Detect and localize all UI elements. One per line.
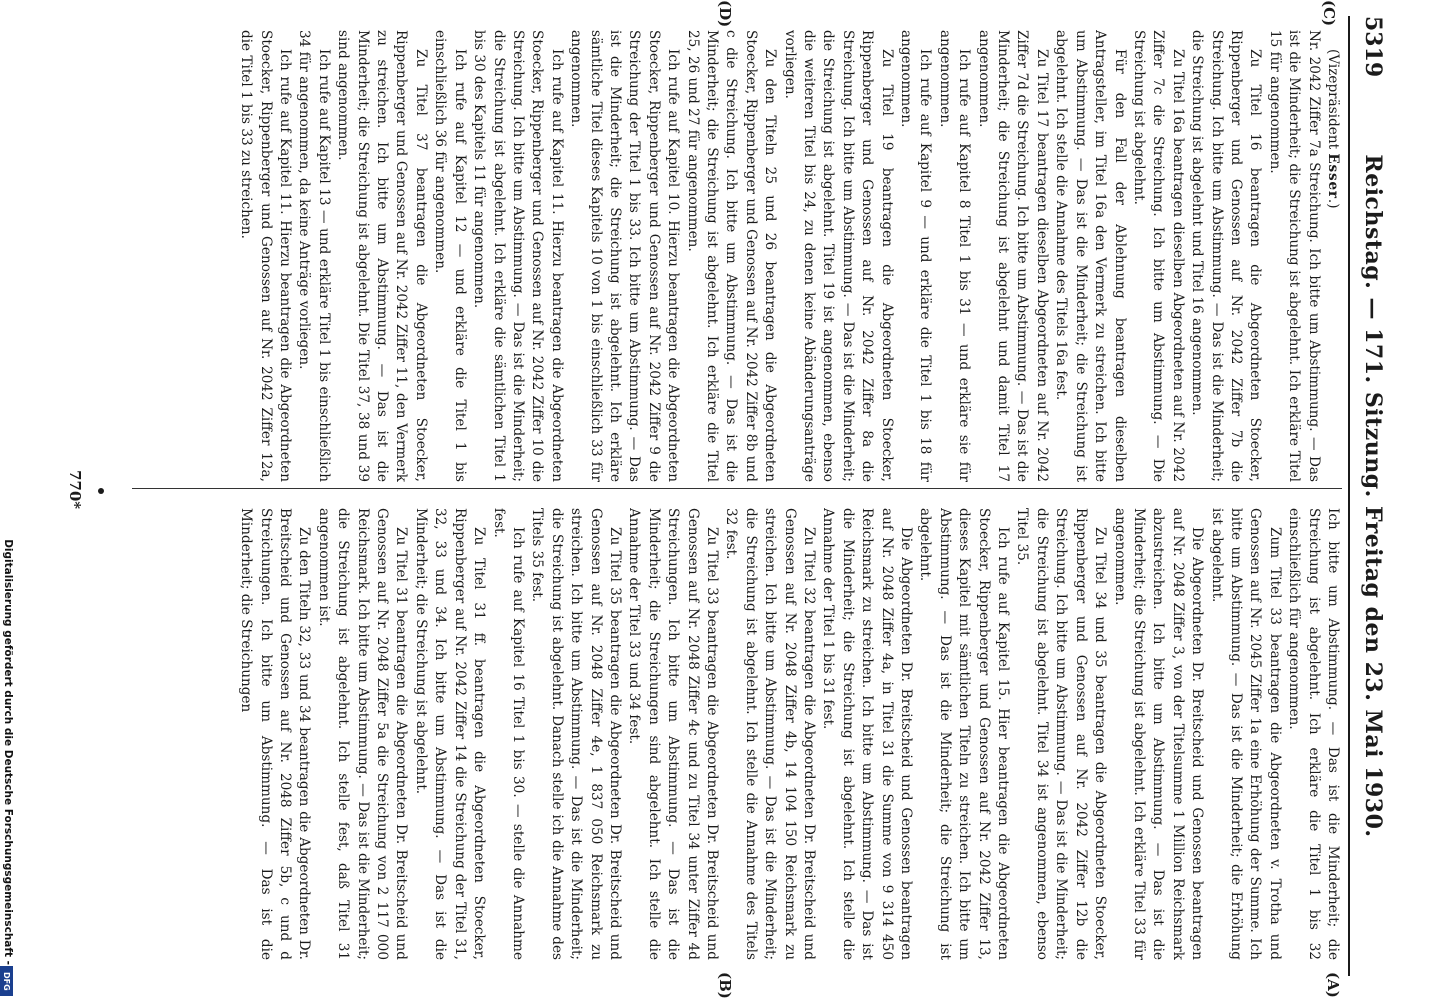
header-rule (1348, 16, 1350, 976)
margin-marker-d: (D) (716, 0, 734, 28)
paragraph: Zu Titel 33 beantragen die Abgeordneten Dr. Breitscheid und Genossen auf Nr. 2048 Ziffer 4c und zu Titel 34 unter Ziffer 4d Streichungen. Ich bitte um Abstimmung. — Das ist die Minderheit; die Streichungen sind abgelehnt. Ich stelle die Annahme der Titel 33 und 34 fest. (626, 508, 720, 960)
column-divider (132, 488, 1342, 489)
paragraph: Ich rufe auf Kapitel 11. Hierzu beantragen die Abgeordneten Stoecker, Rippenberger und Genossen auf Nr. 2042 Ziffer 10 die Streichung. Ich bitte um Abstimmung. — Das ist die Minderheit; die Streichung ist abgelehnt. Ich erkläre die sämtlichen Titel 1 bis 30 des Kapitels 11 für angenommen. (471, 30, 565, 482)
paragraph: Ich rufe auf Kapitel 11. Hierzu beantragen die Abgeordneten Stoecker, Rippenberger und Genossen auf Nr. 2042 Ziffer 12a, die Titel 1 bis 33 zu streichen. (238, 30, 294, 482)
paragraph: Zu Titel 32 beantragen die Abgeordneten Dr. Breitscheid und Genossen auf Nr. 2048 Ziffer 4b, 14 104 150 Reichsmark zu streichen. Ich bitte um Abstimmung. — Das ist die Minderheit; die Streichung ist abgelehnt. Ich stelle die Annahme des Titels 32 fest. (723, 508, 818, 960)
paragraph: Zu Titel 19 beantragen die Abgeordneten Stoecker, Rippenberger und Genossen auf Nr. 2042 Ziffer 8a die Streichung. Ich bitte um Abstimmung. — Das ist die Minderheit; die Streichung ist abgelehnt. Titel 19 ist angenommen, ebenso die weiteren Titel bis 24, zu denen keine Abänderungsanträge vorliegen. (781, 30, 895, 482)
speaker-prefix: (Vizepräsident (1325, 49, 1341, 154)
margin-marker-a: (A) (1324, 972, 1342, 998)
paragraph: Ich rufe auf Kapitel 12 — und erkläre die Titel 1 bis einschließlich 36 für angenommen. (432, 30, 468, 482)
paragraph: Für den Fall der Ablehnung beantragen dieselben Antragsteller, im Titel 16a den Vermerk zu streichen. Ich bitte um Abstimmung. — Das ist die Minderheit; die Streichung ist abgelehnt. Ich stelle die Annahme des Titels 16a fest. (1053, 30, 1128, 482)
page-signature: 770* (66, 470, 84, 510)
paragraph: Ich bitte um Abstimmung. — Das ist die Minderheit; die Streichung ist abgelehnt. Ich erkläre die Titel 1 bis 32 einschließlich für angenommen. (1286, 508, 1341, 960)
paragraph: Die Abgeordneten Dr. Breitscheid und Genossen beantragen auf Nr. 2048 Ziffer 3, von der Titelsumme 1 Million Reichsmark abzustreichen. Ich bitte um Abstimmung. — Das ist die Minderheit; die Streichung ist abgelehnt. Ich erkläre Titel 33 für angenommen. (1111, 508, 1206, 960)
paragraph: Zu den Titeln 32, 33 und 34 beantragen die Abgeordneten Dr. Breitscheid und Genossen auf Nr. 2048 Ziffer 5b, c und d Streichungen. Ich bitte um Abstimmung. — Das ist die Minderheit; die Streichungen (238, 508, 313, 960)
paragraph: Zu Titel 17 beantragen dieselben Abgeordneten auf Nr. 2042 Ziffer 7d die Streichung. Ich bitte um Abstimmung. — Das ist die Minderheit; die Streichung ist abgelehnt und damit Titel 17 angenommen. (975, 30, 1050, 482)
left-column (132, 30, 1342, 482)
paragraph: Ich rufe auf Kapitel 16 Titel 1 bis 30. — stelle die Annahme fest. (490, 508, 526, 960)
paragraph: Zu Titel 35 beantragen die Abgeordneten Dr. Breitscheid und Genossen auf Nr. 2048 Ziffer 4e, 1 837 050 Reichsmark zu streichen. Ich bitte um Abstimmung. — Das ist die Minderheit; die Streichung ist abgelehnt. Danach stelle ich die Annahme des Titels 35 fest. (529, 508, 623, 960)
right-column (132, 508, 1342, 960)
margin-marker-b: (B) (716, 972, 734, 999)
paragraph: Ich rufe auf Kapitel 13 — und erkläre Titel 1 bis einschließlich 34 für angenommen, da keine Anträge vorliegen. (296, 30, 332, 482)
paragraph: Nr. 2042 Ziffer 7a Streichung. Ich bitte um Abstimmung. — Das ist die Minderheit; die Streichung ist abgelehnt. Ich erkläre Titel 15 für angenommen. (1266, 30, 1322, 482)
paragraph: Ich rufe auf Kapitel 9 — und erkläre die Titel 1 bis 18 für angenommen. (898, 30, 934, 482)
speaker-name: Esser (1325, 153, 1341, 199)
paragraph: Zu Titel 31 beantragen die Abgeordneten Dr. Breitscheid und Genossen auf Nr. 2048 Ziffer 5a die Streichung von 2 117 000 Reichsmark. Ich bitte um Abstimmung. — Das ist die Minderheit; die Streichung ist abgelehnt. Ich stelle fest, daß Titel 31 angenommen ist. (315, 508, 410, 960)
paragraph: Die Abgeordneten Dr. Breitscheid und Genossen beantragen auf Nr. 2048 Ziffer 4a, in Titel 31 die Summe von 9 314 450 Reichsmark zu streichen. Ich bitte um Abstimmung. — Das ist die Minderheit; die Streichung ist abgelehnt. Ich stelle die Annahme der Titel 1 bis 31 fest. (820, 508, 915, 960)
dfg-credit-text: Digitalisierung gefördert durch die Deutsche Forschungsgemeinschaft - (2, 539, 14, 965)
page-number: 5319 (1360, 16, 1386, 78)
paragraph: Ich rufe auf Kapitel 8 Titel 1 bis 31 — und erkläre sie für angenommen. (936, 30, 973, 482)
paragraph: Zu Titel 31 ff. beantragen die Abgeordneten Stoecker, Rippenberger auf Nr. 2042 Ziffer 14 die Streichung der Titel 31, 32, 33 und 34. Ich bitte um Abstimmung. — Das ist die Minderheit; die Streichung ist abgelehnt. (412, 508, 488, 960)
paragraph: Zu Titel 16 beantragen die Abgeordneten Stoecker, Rippenberger und Genossen auf Nr. 2042 Ziffer 7b die Streichung. Ich bitte um Abstimmung. — Das ist die Minderheit; die Streichung ist abgelehnt und Titel 16 angenommen. (1189, 30, 1264, 482)
dfg-logo-icon: DFG (0, 966, 13, 996)
credit-strip (0, 0, 14, 1000)
paragraph: Ich rufe auf Kapitel 10. Hierzu beantragen die Abgeordneten Stoecker, Rippenberger und Genossen auf Nr. 2042 Ziffer 9 die Streichung der Titel 1 bis 33. Ich bitte um Abstimmung. — Das ist die Minderheit; die Streichung ist abgelehnt. Ich erkläre sämtliche Titel dieses Kapitels 10 von 1 bis einschließlich 33 für angenommen. (568, 30, 682, 482)
footer-dot (98, 488, 104, 494)
paragraph: Zu Titel 37 beantragen die Abgeordneten Stoecker, Rippenberger und Genossen auf Nr. 2042 Ziffer 11, den Vermerk zu streichen. Ich bitte um Abstimmung. — Das ist die Minderheit; die Streichung ist abgelehnt. Die Titel 37, 38 und 39 sind angenommen. (335, 30, 429, 482)
paragraph: Zu den Titeln 25 und 26 beantragen die Abgeordneten Stoecker, Rippenberger und Genossen auf Nr. 2042 Ziffer 8b und c die Streichung. Ich bitte um Abstimmung. — Das ist die Minderheit; die Streichung ist abgelehnt. Ich erkläre die Titel 25, 26 und 27 für angenommen. (684, 30, 779, 482)
margin-marker-c: (C) (1320, 0, 1338, 27)
paragraph: Zum Titel 33 beantragen die Abgeordneten v. Trotha und Genossen auf Nr. 2045 Ziffer 1a eine Erhöhung der Summe. Ich bitte um Abstimmung. — Das ist die Minderheit; die Erhöhung ist abgelehnt. (1208, 508, 1283, 960)
page-header (1358, 16, 1386, 976)
paragraph: Ich rufe auf Kapitel 15. Hier beantragen die Abgeordneten Stoecker, Rippenberger und Genossen auf Nr. 2042 Ziffer 13, dieses Kapitel mit sämtlichen Titeln zu streichen. Ich bitte um Abstimmung. — Das ist die Minderheit; die Streichung ist abgelehnt. (917, 508, 1012, 960)
page-title: Reichstag. — 171. Sitzung. Freitag den 23. Mai 1930. (1360, 154, 1386, 838)
speaker-line (1323, 30, 1342, 482)
paragraph: Zu Titel 34 und 35 beantragen die Abgeordneten Stoecker, Rippenberger und Genossen auf Nr. 2042 Ziffer 12b die Streichung. Ich bitte um Abstimmung. — Das ist die Minderheit; die Streichung ist abgelehnt. Titel 34 ist angenommen, ebenso Titel 35. (1014, 508, 1109, 960)
paragraph: Zu Titel 16a beantragen dieselben Abgeordneten auf Nr. 2042 Ziffer 7c die Streichung. Ich bitte um Abstimmung. — Die Streichung ist abgelehnt. (1130, 30, 1186, 482)
speaker-suffix: .) (1325, 198, 1341, 209)
